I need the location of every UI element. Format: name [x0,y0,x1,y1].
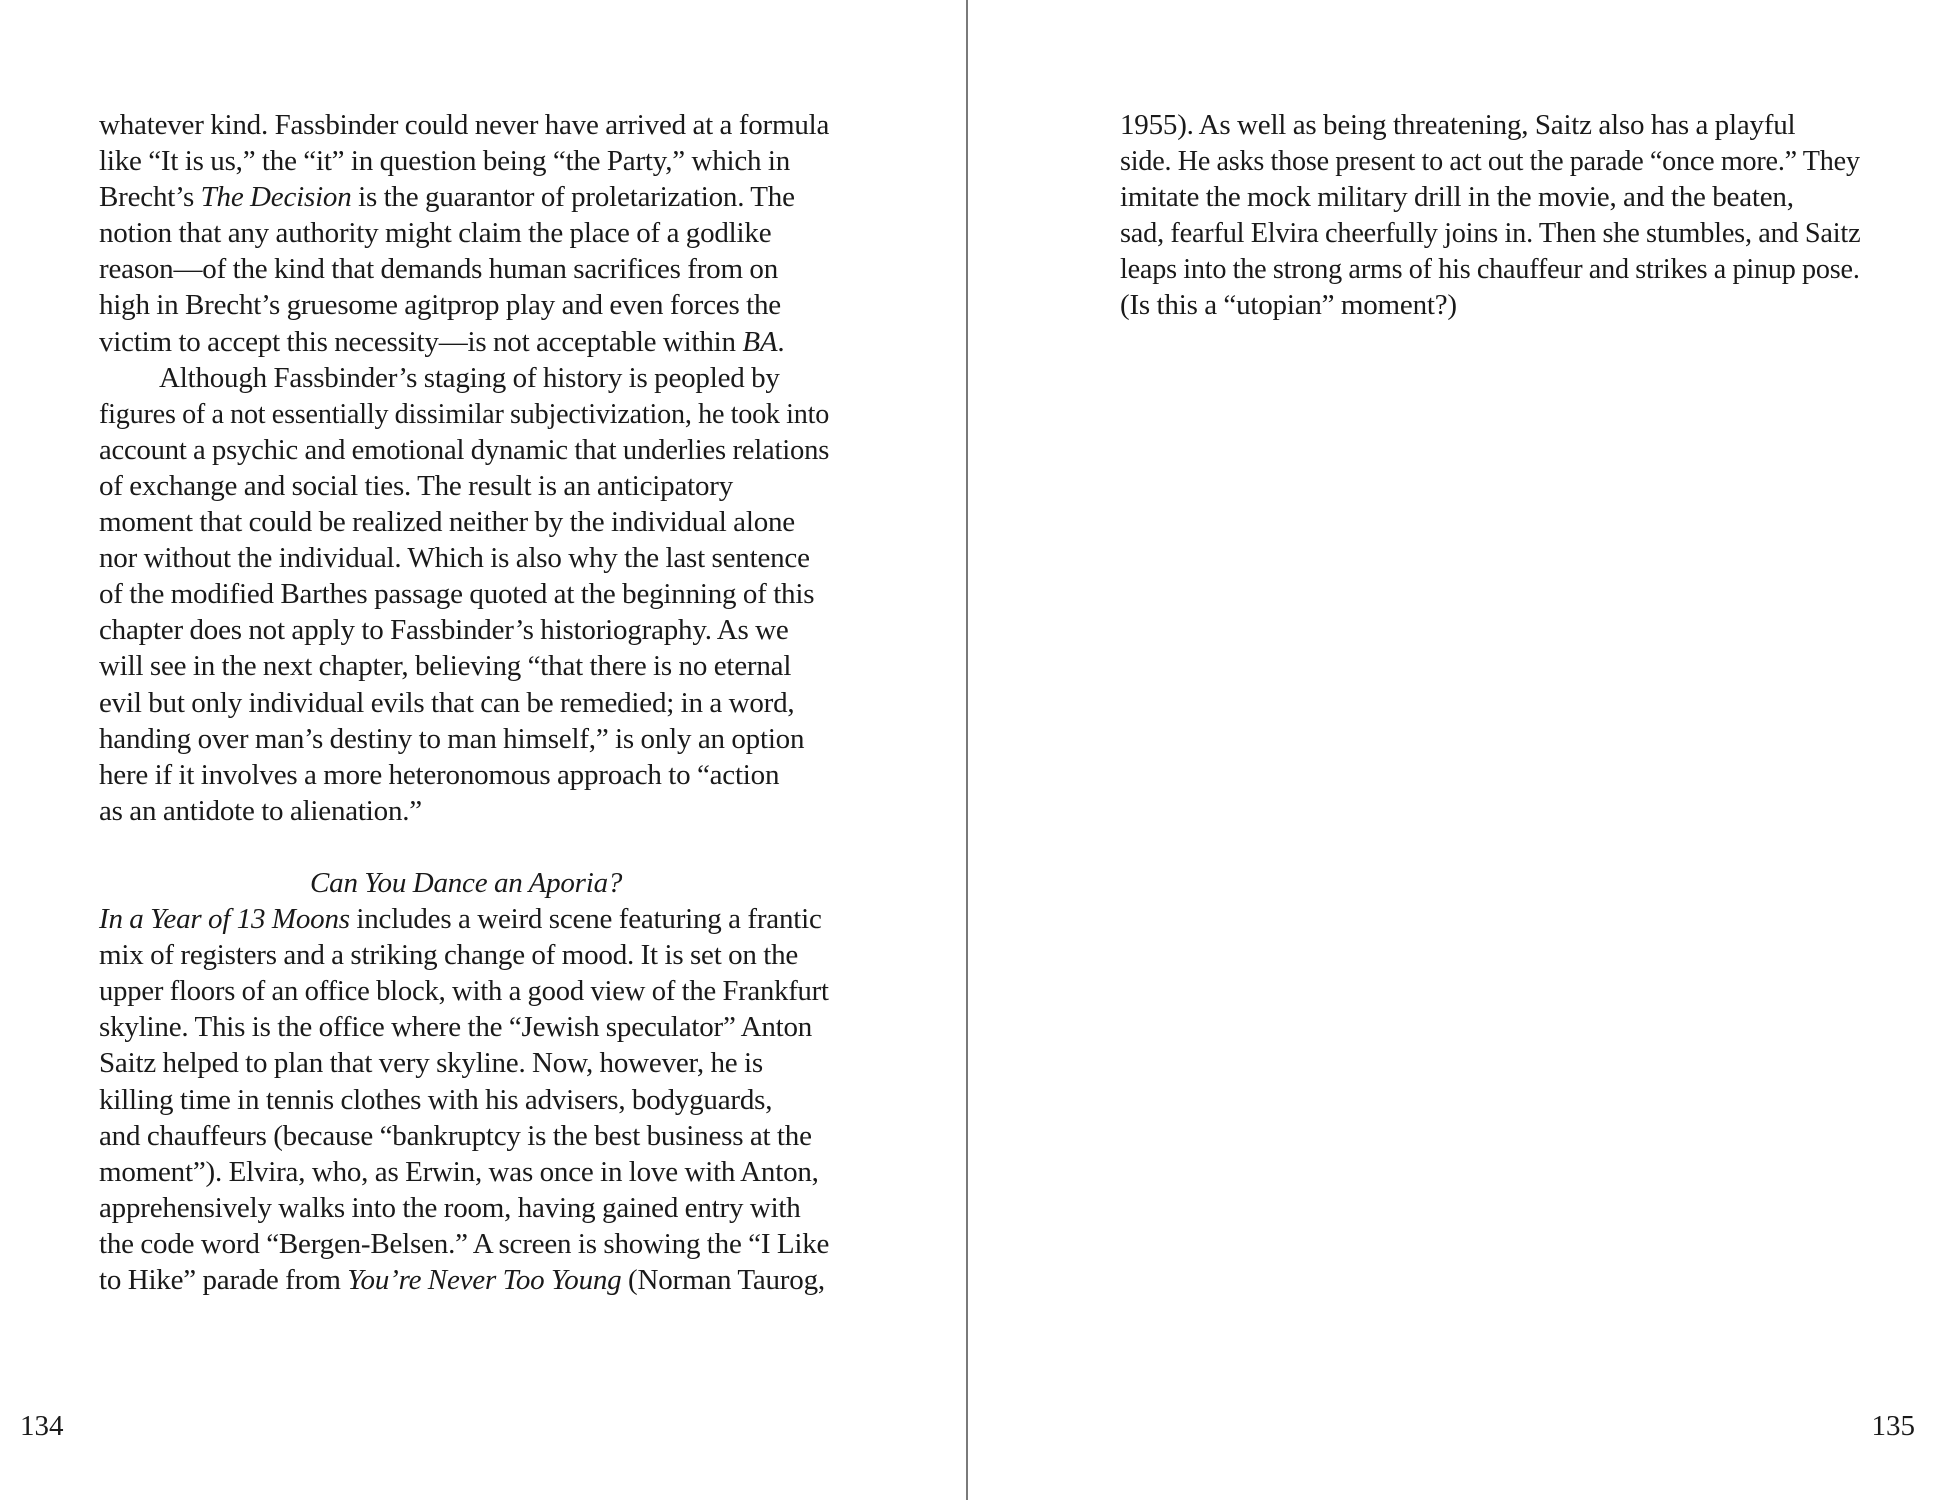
work-title: In a Year of 13 Moons [99,903,350,936]
text-line: the code word “Bergen-Belsen.” A screen is showing the “I Like [99,1227,830,1260]
text-line: will see in the next chapter, believing “that there is no eternal [99,650,792,683]
left-page [0,0,967,1500]
text-line: sad, fearful Elvira cheerfully joins in. Then she stumbles, and Saitz [1120,217,1861,250]
text-line: and chauffeurs (because “bankruptcy is the best business at the [99,1119,812,1152]
text-line: skyline. This is the office where the “Jewish speculator” Anton [99,1011,813,1044]
paragraph-start: Although Fassbinder’s staging of history is peopled by [159,361,780,394]
left-page-body [99,107,829,1298]
text-line: leaps into the strong arms of his chauffeur and strikes a pinup pose. [1120,253,1860,286]
text-line: whatever kind. Fassbinder could never have arrived at a formula [99,109,830,141]
text-line: chapter does not apply to Fassbinder’s historiography. As we [99,614,789,647]
text-line: Brecht’s The Decision is the guarantor of proletarization. The [99,181,795,214]
text-line: figures of a not essentially dissimilar subjectivization, he took into [99,397,830,430]
text-line: notion that any authority might claim the place of a godlike [99,217,772,250]
text-line: like “It is us,” the “it” in question being “the Party,” which in [99,145,791,178]
right-page-body [1120,107,1860,324]
text-line: apprehensively walks into the room, having gained entry with [99,1191,801,1224]
text-line: account a psychic and emotional dynamic that underlies relations [99,433,830,466]
text-line: Saitz helped to plan that very skyline. Now, however, he is [99,1047,763,1080]
work-title: The Decision [200,181,352,214]
section-heading: Can You Dance an Aporia? [310,866,623,899]
work-title: You’re Never Too Young [347,1264,622,1296]
text-line: upper floors of an office block, with a good view of the Frankfurt [99,975,829,1008]
text-line: victim to accept this necessity—is not acceptable within BA. [99,325,785,358]
text-line: to Hike” parade from You’re Never Too Young (Norman Taurog, [99,1264,825,1296]
text-line: as an antidote to alienation.” [99,794,422,827]
text-line: mix of registers and a striking change of mood. It is set on the [99,939,799,972]
text-line: 1955). As well as being threatening, Saitz also has a playful [1120,109,1796,141]
text-line: moment that could be realized neither by the individual alone [99,506,795,539]
page-number-left: 134 [20,1410,64,1442]
text-line: here if it involves a more heteronomous approach to “action [99,758,780,791]
work-title: BA [742,325,778,358]
text-line: handing over man’s destiny to man himself,” is only an option [99,722,805,755]
text-line: of the modified Barthes passage quoted at the beginning of this [99,578,815,611]
text-line: In a Year of 13 Moons includes a weird scene featuring a frantic [99,903,822,936]
text-line: killing time in tennis clothes with his advisers, bodyguards, [99,1083,773,1116]
blank-line [99,829,829,865]
page-number-right: 135 [1871,1410,1915,1442]
text-line: high in Brecht’s gruesome agitprop play and even forces the [99,289,781,322]
text-line: imitate the mock military drill in the movie, and the beaten, [1120,181,1794,214]
text-line: (Is this a “utopian” moment?) [1120,289,1457,322]
text-line: moment”). Elvira, who, as Erwin, was once in love with Anton, [99,1155,819,1188]
text-line: nor without the individual. Which is also why the last sentence [99,542,810,575]
text-line: evil but only individual evils that can be remedied; in a word, [99,686,795,719]
page-gutter-divider [966,0,968,1500]
text-line: reason—of the kind that demands human sacrifices from on [99,253,778,286]
text-line: side. He asks those present to act out the parade “once more.” They [1120,145,1860,178]
text-line: of exchange and social ties. The result is an anticipatory [99,469,734,502]
